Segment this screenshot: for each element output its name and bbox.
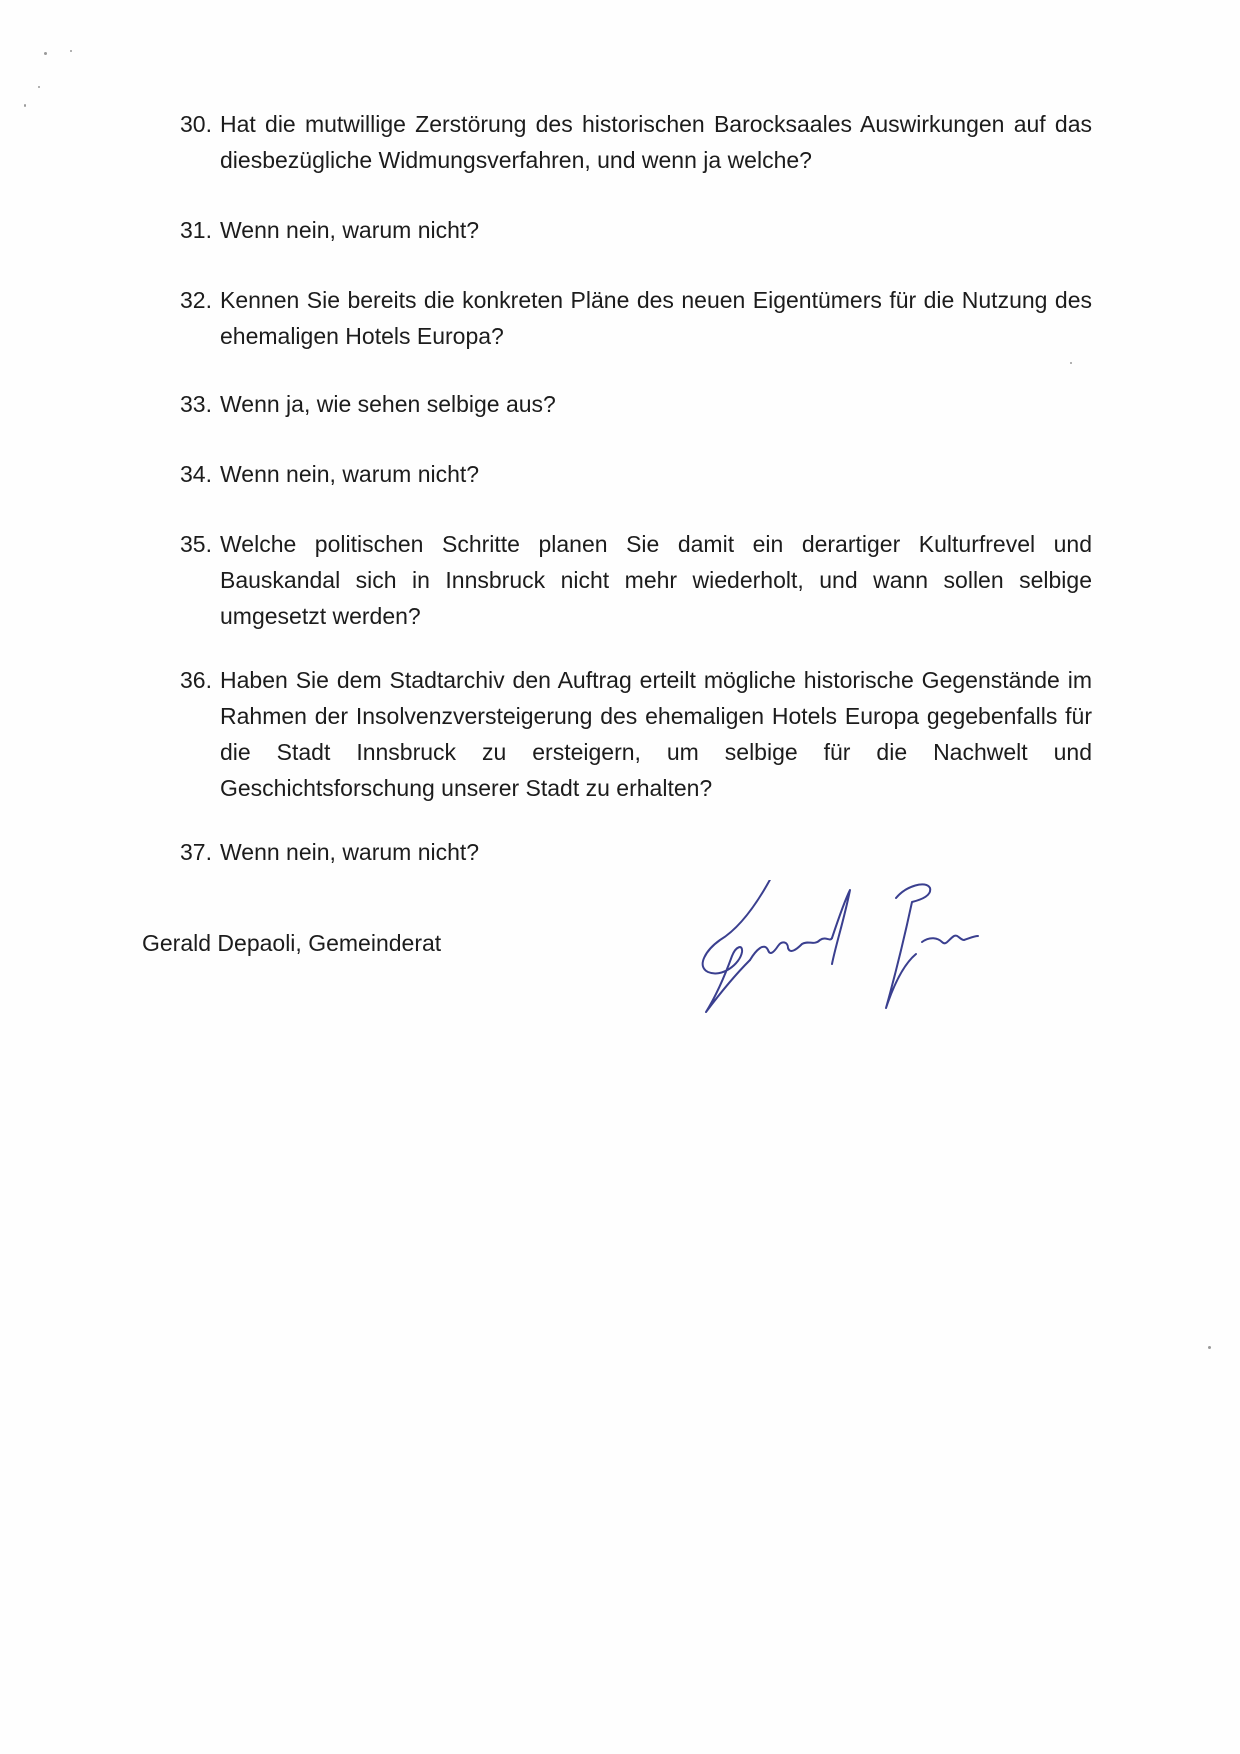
signatory-line: Gerald Depaoli, Gemeinderat <box>142 930 442 956</box>
question-text: Wenn nein, warum nicht? <box>220 839 480 865</box>
question-31 <box>180 212 1092 248</box>
question-number: 35. <box>180 531 212 557</box>
question-35 <box>180 526 1092 634</box>
scan-speck <box>24 104 26 107</box>
question-32 <box>180 282 1092 354</box>
question-text: Wenn nein, warum nicht? <box>220 217 480 243</box>
scan-speck <box>38 86 40 88</box>
scan-speck <box>44 52 47 55</box>
signature-strokes <box>703 880 978 1012</box>
question-number: 34. <box>180 461 212 487</box>
question-33 <box>180 386 1092 422</box>
handwritten-signature <box>680 880 1080 1020</box>
question-text: Wenn ja, wie sehen selbige aus? <box>220 391 556 417</box>
question-number: 30. <box>180 111 212 137</box>
question-number: 36. <box>180 667 212 693</box>
question-text: Welche politischen Schritte planen Sie damit ein derartiger Kulturfrevel und Bauskandal sich in Innsbruck nicht mehr wiederholt, und wann sollen selbige umgesetzt werden? <box>220 531 1092 629</box>
scan-speck <box>70 50 72 52</box>
question-37 <box>180 834 1092 870</box>
question-number: 31. <box>180 217 212 243</box>
question-text: Wenn nein, warum nicht? <box>220 461 480 487</box>
question-number: 32. <box>180 287 212 313</box>
question-text: Hat die mutwillige Zerstörung des historischen Barocksaales Auswirkungen auf das diesbezügliche Widmungsverfahren, und wenn ja welche? <box>220 111 1092 173</box>
question-text: Haben Sie dem Stadtarchiv den Auftrag erteilt mögliche historische Gegenstände im Rahmen der Insolvenzversteigerung des ehemaligen Hotels Europa gegebenfalls für die Stadt Innsbruck zu ersteigern, um selbige für die Nachwelt und Geschichtsforschung unserer Stadt zu erhalten? <box>220 667 1092 801</box>
question-number: 33. <box>180 391 212 417</box>
question-30 <box>180 106 1092 178</box>
question-34 <box>180 456 1092 492</box>
question-number: 37. <box>180 839 212 865</box>
question-36 <box>180 662 1092 806</box>
question-text: Kennen Sie bereits die konkreten Pläne des neuen Eigentümers für die Nutzung des ehemaligen Hotels Europa? <box>220 287 1092 349</box>
scan-speck <box>1208 1346 1211 1349</box>
scan-speck <box>1070 362 1072 364</box>
